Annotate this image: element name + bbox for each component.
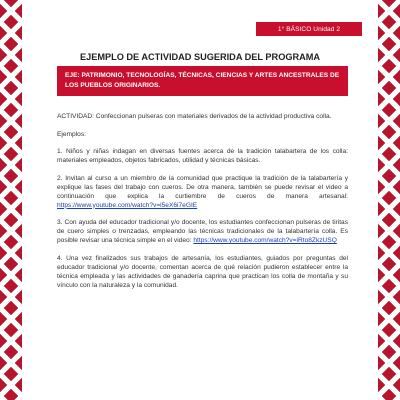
video-link-tecnica[interactable]: https://www.youtube.com/watch?v=iRto8ZkzUSQ: [193, 237, 337, 244]
example-item-2: [57, 174, 348, 210]
axis-banner-text: EJE: PATRIMONIO, TECNOLOGÍAS, TÉCNICAS, CIENCIAS Y ARTES ANCESTRALES DE LOS PUEBLOS ORIGINARIOS.: [65, 72, 340, 89]
example-item-1-text: 1. Niños y niñas indagan en diversas fuentes acerca de la tradición talabartera de los colla: materiales empleados, objetos fabricados, utilidad y técnicas básicas.: [57, 148, 348, 164]
example-item-2-text: 2. Invitan al curso a un miembro de la comunidad que practique la tradición de la talabartería y explique las fases del trabajo con cueros. De otra manera, también se puede revisar el video a continuación que explica la curtiembre de cueros de manera artesanal:: [57, 174, 348, 200]
example-item-4: [57, 254, 348, 290]
examples-heading: Ejemplos:: [57, 130, 86, 138]
page-title: EJEMPLO DE ACTIVIDAD SUGERIDA DEL PROGRAMA: [79, 52, 321, 62]
activity-description: ACTIVIDAD: Confeccionan pulseras con materiales derivados de la actividad productiva colla.: [57, 113, 332, 120]
activity-content: [57, 112, 348, 298]
example-item-1: [57, 147, 348, 165]
example-item-3: [57, 218, 348, 245]
decorative-border-right: [378, 0, 400, 400]
example-item-3-text: 3. Con ayuda del educador tradicional y/o docente, los estudiantes confeccionan pulseras de tiritas de cuero simples o trenzadas, empleando las técnicas tradicionales de la talabartería colla. Es posible revisar una técnica simple en el video:: [57, 219, 348, 244]
grade-unit-badge: 1° BÁSICO Unidad 2: [256, 22, 362, 36]
video-link-curtiembre[interactable]: https://www.youtube.com/watch?v=l5eX6i7eGIE: [57, 201, 198, 209]
axis-banner: [57, 66, 348, 96]
decorative-border-left: [0, 0, 22, 400]
example-item-4-text: 4. Una vez finalizados sus trabajos de artesanía, los estudiantes, guiados por preguntas del educador tradicional y/o docente, comentan acerca de qué relación pudieron establecer entre la técnica empleada y las actividades de ganadería caprina que practican los colla de montaña y su vínculo con la naturaleza y la comunidad.: [57, 254, 348, 289]
